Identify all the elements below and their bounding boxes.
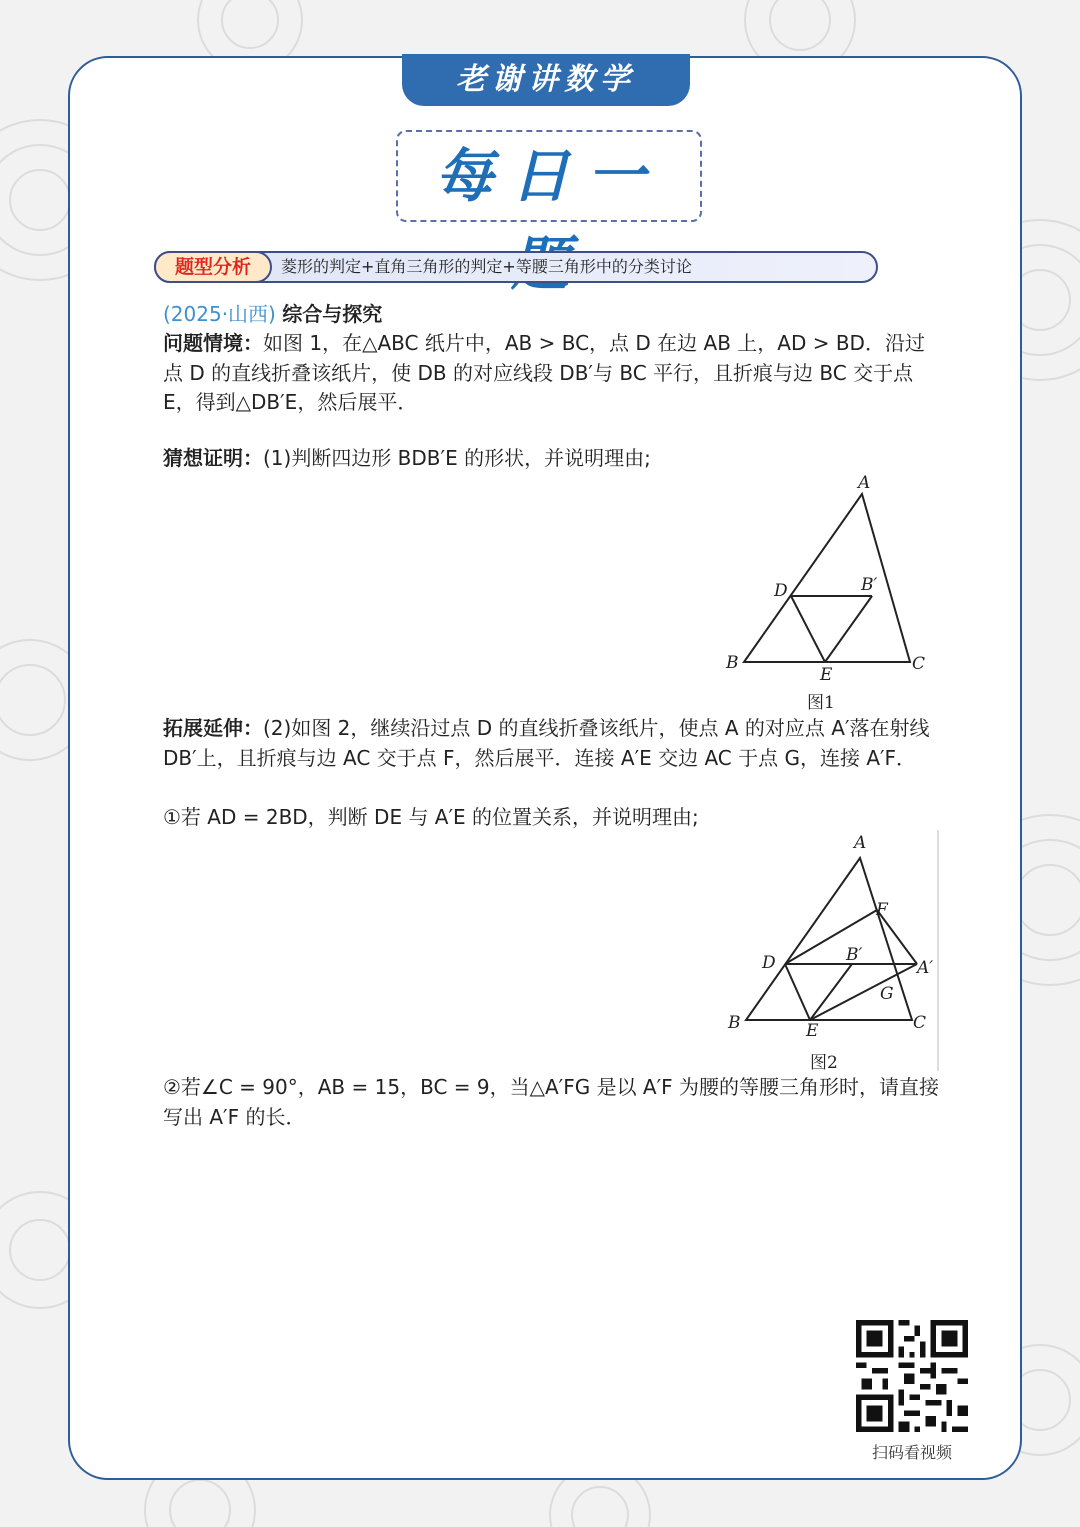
brand-header: 老谢讲数学 (402, 54, 690, 106)
extension-label: 拓展延伸： (163, 716, 263, 740)
problem-source (163, 300, 939, 330)
fig2-label-b-prime: B′ (846, 945, 863, 965)
question-type-badge: 题型分析 (154, 251, 272, 283)
problem-q2: ②若∠C = 90°，AB = 15，BC = 9，当△A′FG 是以 A′F 为腰的等腰三角形时，请直接写出 A′F 的长． (163, 1075, 940, 1129)
intro-text: 如图 1，在△ABC 纸片中，AB > BC，点 D 在边 AB 上，AD > BD．沿过点 D 的直线折叠该纸片，使 DB 的对应线段 DB′与 BC 平行，且折痕与边 BC 交于点 E，得到△DB′E，然后展平． (163, 331, 925, 414)
fig1-label-d: D (774, 581, 788, 601)
problem-intro (163, 329, 939, 418)
source-suffix: 综合与探究 (282, 302, 383, 326)
page-title: 每日一 (396, 130, 702, 222)
fig2-label-e: E (806, 1021, 819, 1041)
qr-label: 扫码看视频 (871, 1443, 952, 1462)
fig2-label-f: F (876, 900, 888, 920)
problem-extension (163, 714, 939, 773)
fig2-label-b: B (728, 1013, 741, 1033)
fig2-label-g: G (880, 984, 894, 1004)
fig2-caption: 图2 (810, 1053, 838, 1073)
fig1-label-b: B (726, 653, 739, 673)
figure-2 (720, 828, 940, 1073)
fig1-caption: 图1 (807, 693, 835, 713)
extension-text: (2)如图 2，继续沿过点 D 的直线折叠该纸片，使点 A 的对应点 A′落在射线 DB′上，且折痕与边 AC 交于点 F，然后展平．连接 A′E 交边 AC 于点 G，连接 A′F． (163, 716, 930, 770)
conjecture-label: 猜想证明： (163, 446, 263, 470)
question-type-topics: 菱形的判定+直角三角形的判定+等腰三角形中的分类讨论 (281, 257, 692, 276)
fig1-label-b-prime: B′ (861, 575, 878, 595)
fig2-label-a: A (854, 833, 867, 853)
fig1-label-e: E (820, 665, 833, 685)
question-type-bar (154, 251, 878, 283)
fig2-label-c: C (913, 1013, 927, 1033)
figure-1 (720, 470, 940, 715)
source-tag: (2025·山西) (163, 302, 276, 326)
problem-q1: ①若 AD = 2BD，判断 DE 与 A′E 的位置关系，并说明理由; (163, 805, 699, 829)
fig1-label-a: A (858, 473, 871, 493)
qr-code[interactable] (856, 1320, 968, 1432)
fig2-label-d: D (762, 953, 776, 973)
fig1-label-c: C (912, 654, 926, 674)
fig2-label-a-prime: A′ (917, 958, 934, 978)
intro-label: 问题情境： (163, 331, 263, 355)
conjecture-text: (1)判断四边形 BDB′E 的形状，并说明理由; (263, 446, 651, 470)
